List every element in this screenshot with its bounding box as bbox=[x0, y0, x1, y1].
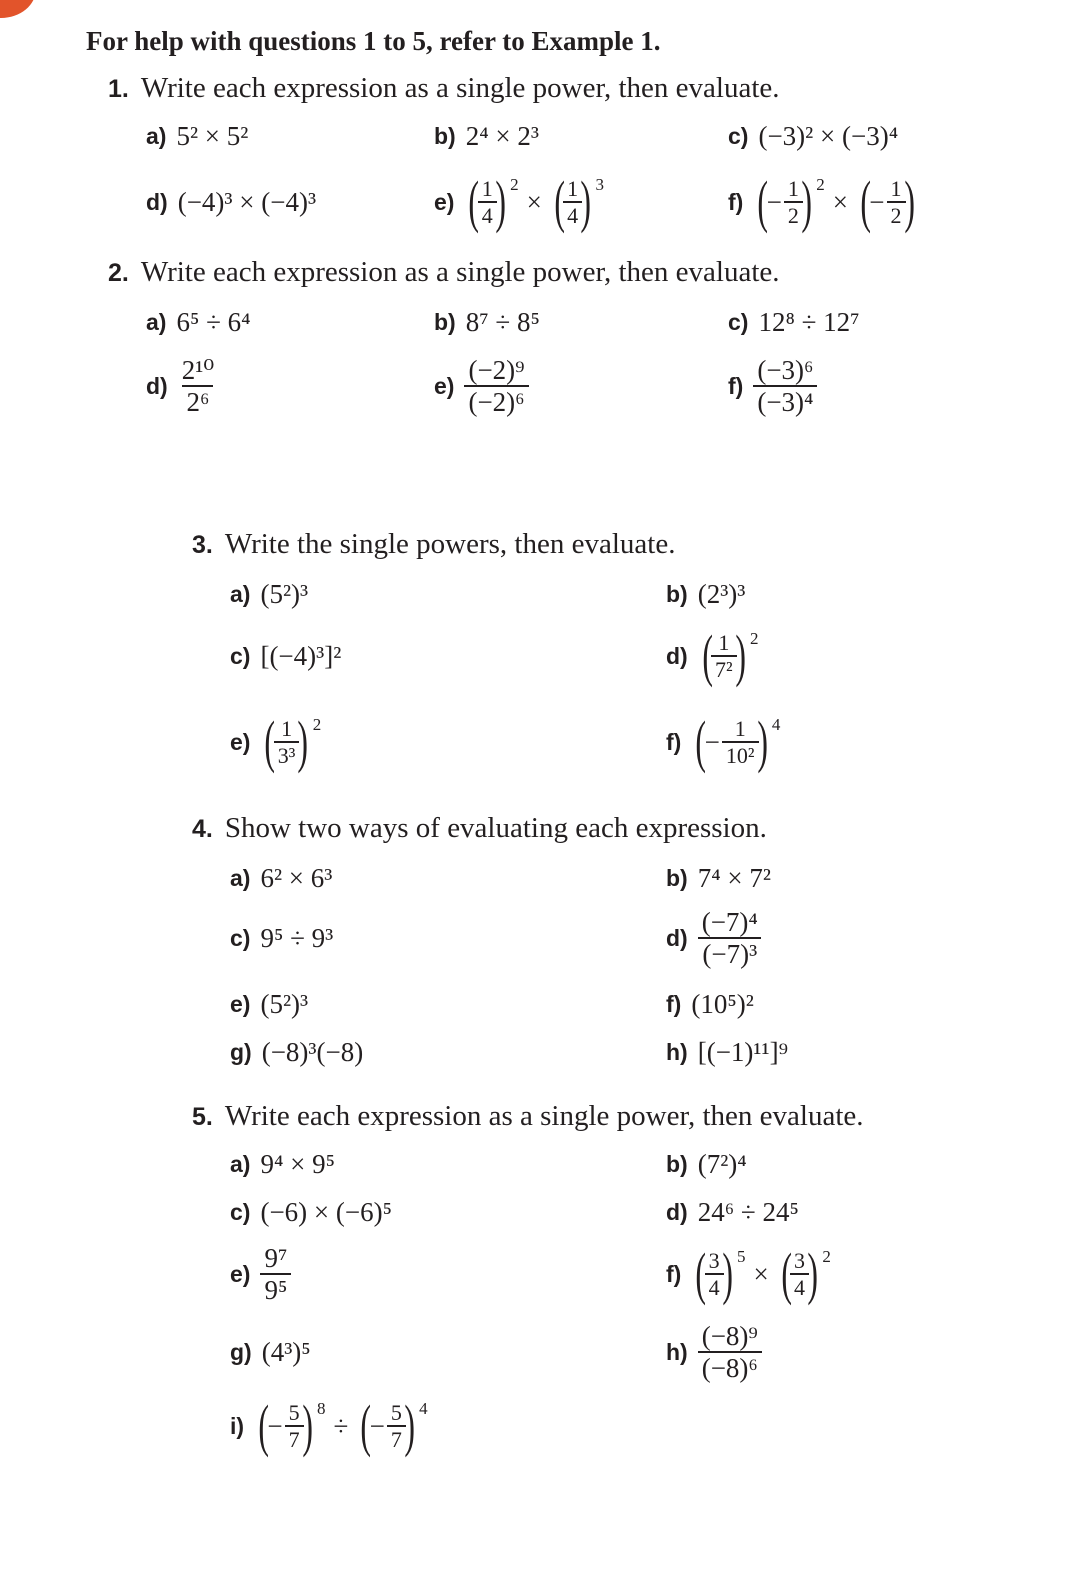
expression: (−6) × (−6)⁵ bbox=[260, 1196, 393, 1227]
expression: 9⁴ × 9⁵ bbox=[260, 1148, 336, 1179]
part-label: c) bbox=[230, 642, 251, 669]
expression: (7²)⁴ bbox=[697, 1148, 747, 1179]
question-number: 5. bbox=[192, 1103, 213, 1131]
part-label: e) bbox=[434, 188, 455, 215]
part-1e bbox=[434, 169, 604, 234]
question-number: 3. bbox=[192, 531, 213, 559]
fraction: $\frac{\text{9⁷}}{\text{9⁵}}$ bbox=[260, 1244, 291, 1305]
part-label: f) bbox=[728, 372, 744, 399]
question-number: 1. bbox=[108, 75, 129, 103]
question-number: 2. bbox=[108, 259, 129, 287]
expression: (10⁵)² bbox=[691, 988, 754, 1019]
expression: ( $\frac{1}{4}$ ) 2 × ( $\frac{1}{4}$ ) 3 bbox=[468, 169, 604, 234]
part-label: i) bbox=[230, 1412, 245, 1439]
part-5d bbox=[666, 1192, 799, 1232]
part-3e bbox=[230, 709, 322, 774]
question-text: Write the single powers, then evaluate. bbox=[224, 528, 676, 560]
part-3c bbox=[230, 636, 341, 676]
part-5b bbox=[666, 1144, 747, 1184]
question-text: Write each expression as a single power, then evaluate. bbox=[140, 72, 780, 104]
question-text: Write each expression as a single power, then evaluate. bbox=[224, 1100, 864, 1132]
part-5c bbox=[230, 1192, 392, 1232]
question-2-heading bbox=[108, 256, 780, 289]
part-4c bbox=[230, 918, 333, 958]
part-1f bbox=[728, 169, 919, 234]
part-1b bbox=[434, 116, 539, 156]
expression: 5² × 5² bbox=[176, 120, 249, 151]
fraction: $\frac{\text{(−2)⁹}}{\text{(−2)⁶}}$ bbox=[464, 356, 528, 417]
fraction: $\frac{\text{(−8)⁹}}{\text{(−8)⁶}}$ bbox=[698, 1322, 762, 1383]
question-number: 4. bbox=[192, 815, 213, 843]
part-label: f) bbox=[666, 990, 682, 1017]
part-label: c) bbox=[230, 924, 251, 951]
part-label: b) bbox=[434, 122, 456, 149]
question-5-heading bbox=[192, 1100, 864, 1133]
part-label: g) bbox=[230, 1338, 252, 1365]
part-5a bbox=[230, 1144, 335, 1184]
part-label: a) bbox=[146, 122, 167, 149]
part-label: a) bbox=[230, 1150, 251, 1177]
part-5f bbox=[666, 1241, 831, 1306]
expression: ( − $\frac{5}{7}$ ) 8 ÷ ( − $\frac{5}{7}$ ) 4 bbox=[258, 1393, 428, 1458]
part-label: f) bbox=[728, 188, 744, 215]
expression: 12⁸ ÷ 12⁷ bbox=[758, 306, 860, 337]
part-label: b) bbox=[434, 308, 456, 335]
fraction: $\frac{\text{(−7)⁴}}{\text{(−7)³}}$ bbox=[698, 908, 762, 969]
part-3b bbox=[666, 574, 745, 614]
part-label: c) bbox=[728, 122, 749, 149]
part-3f bbox=[666, 709, 781, 774]
part-4h bbox=[666, 1032, 788, 1072]
part-label: e) bbox=[434, 372, 455, 399]
part-2e bbox=[434, 354, 529, 417]
expression: ( − $\frac{1}{2}$ ) 2 × ( − $\frac{1}{2}$ ) bbox=[757, 169, 915, 234]
expression: ( $\frac{1}{\text{7²}}$ ) 2 bbox=[702, 623, 759, 688]
expression: (−4)³ × (−4)³ bbox=[177, 186, 317, 217]
part-4g bbox=[230, 1032, 363, 1072]
part-label: a) bbox=[146, 308, 167, 335]
part-label: b) bbox=[666, 1150, 688, 1177]
part-label: c) bbox=[728, 308, 749, 335]
question-4-heading bbox=[192, 812, 767, 845]
question-1-heading bbox=[108, 72, 780, 105]
part-2d bbox=[146, 354, 218, 417]
part-2a bbox=[146, 302, 251, 342]
expression: 6² × 6³ bbox=[260, 862, 333, 893]
part-label: h) bbox=[666, 1338, 688, 1365]
part-label: e) bbox=[230, 728, 251, 755]
part-label: g) bbox=[230, 1038, 252, 1065]
part-2b bbox=[434, 302, 540, 342]
expression: (5²)³ bbox=[260, 988, 309, 1019]
part-4f bbox=[666, 984, 754, 1024]
part-label: b) bbox=[666, 580, 688, 607]
part-1d bbox=[146, 182, 316, 222]
part-label: d) bbox=[666, 642, 688, 669]
expression: 8⁷ ÷ 8⁵ bbox=[465, 306, 540, 337]
part-5g bbox=[230, 1332, 311, 1372]
part-label: h) bbox=[666, 1038, 688, 1065]
expression: [(−1)¹¹]⁹ bbox=[697, 1036, 789, 1067]
corner-tab bbox=[0, 0, 36, 18]
expression: (−8)³(−8) bbox=[261, 1036, 364, 1067]
part-label: a) bbox=[230, 864, 251, 891]
fraction: $\frac{\text{(−3)⁶}}{\text{(−3)⁴}}$ bbox=[753, 356, 817, 417]
expression: 9⁵ ÷ 9³ bbox=[260, 922, 334, 953]
part-label: d) bbox=[146, 372, 168, 399]
part-4d bbox=[666, 906, 762, 969]
part-3d bbox=[666, 623, 759, 688]
expression: ( − $\frac{1}{\text{10²}}$ ) 4 bbox=[695, 709, 781, 774]
expression: 2⁴ × 2³ bbox=[465, 120, 539, 151]
expression: (5²)³ bbox=[260, 578, 309, 609]
part-5e bbox=[230, 1242, 291, 1305]
part-label: f) bbox=[666, 1260, 682, 1287]
expression: 7⁴ × 7² bbox=[697, 862, 771, 893]
expression: (4³)⁵ bbox=[261, 1336, 311, 1367]
part-label: f) bbox=[666, 728, 682, 755]
part-label: d) bbox=[666, 924, 688, 951]
expression: 24⁶ ÷ 24⁵ bbox=[697, 1196, 799, 1227]
part-label: d) bbox=[666, 1198, 688, 1225]
part-label: e) bbox=[230, 990, 251, 1017]
part-3a bbox=[230, 574, 308, 614]
part-4a bbox=[230, 858, 332, 898]
part-1a bbox=[146, 116, 248, 156]
expression: 6⁵ ÷ 6⁴ bbox=[176, 306, 251, 337]
expression: [(−4)³]² bbox=[260, 640, 342, 671]
part-label: b) bbox=[666, 864, 688, 891]
expression: (2³)³ bbox=[697, 578, 746, 609]
question-3-heading bbox=[192, 528, 675, 561]
part-4b bbox=[666, 858, 771, 898]
help-note: For help with questions 1 to 5, refer to Example 1. bbox=[86, 26, 661, 56]
part-2c bbox=[728, 302, 860, 342]
question-text: Show two ways of evaluating each expression. bbox=[224, 812, 767, 844]
part-label: c) bbox=[230, 1198, 251, 1225]
part-1c bbox=[728, 116, 898, 156]
part-4e bbox=[230, 984, 308, 1024]
expression: ( $\frac{3}{4}$ ) 5 × ( $\frac{3}{4}$ ) 2 bbox=[695, 1241, 831, 1306]
part-label: e) bbox=[230, 1260, 251, 1287]
expression: ( $\frac{1}{\text{3³}}$ ) 2 bbox=[264, 709, 322, 774]
part-label: d) bbox=[146, 188, 168, 215]
part-5h bbox=[666, 1320, 762, 1383]
fraction: $\frac{\text{2¹⁰}}{\text{2⁶}}$ bbox=[181, 354, 215, 417]
question-text: Write each expression as a single power, then evaluate. bbox=[140, 256, 780, 288]
part-5i bbox=[230, 1393, 428, 1458]
part-label: a) bbox=[230, 580, 251, 607]
part-2f bbox=[728, 354, 817, 417]
expression: (−3)² × (−3)⁴ bbox=[758, 120, 899, 151]
